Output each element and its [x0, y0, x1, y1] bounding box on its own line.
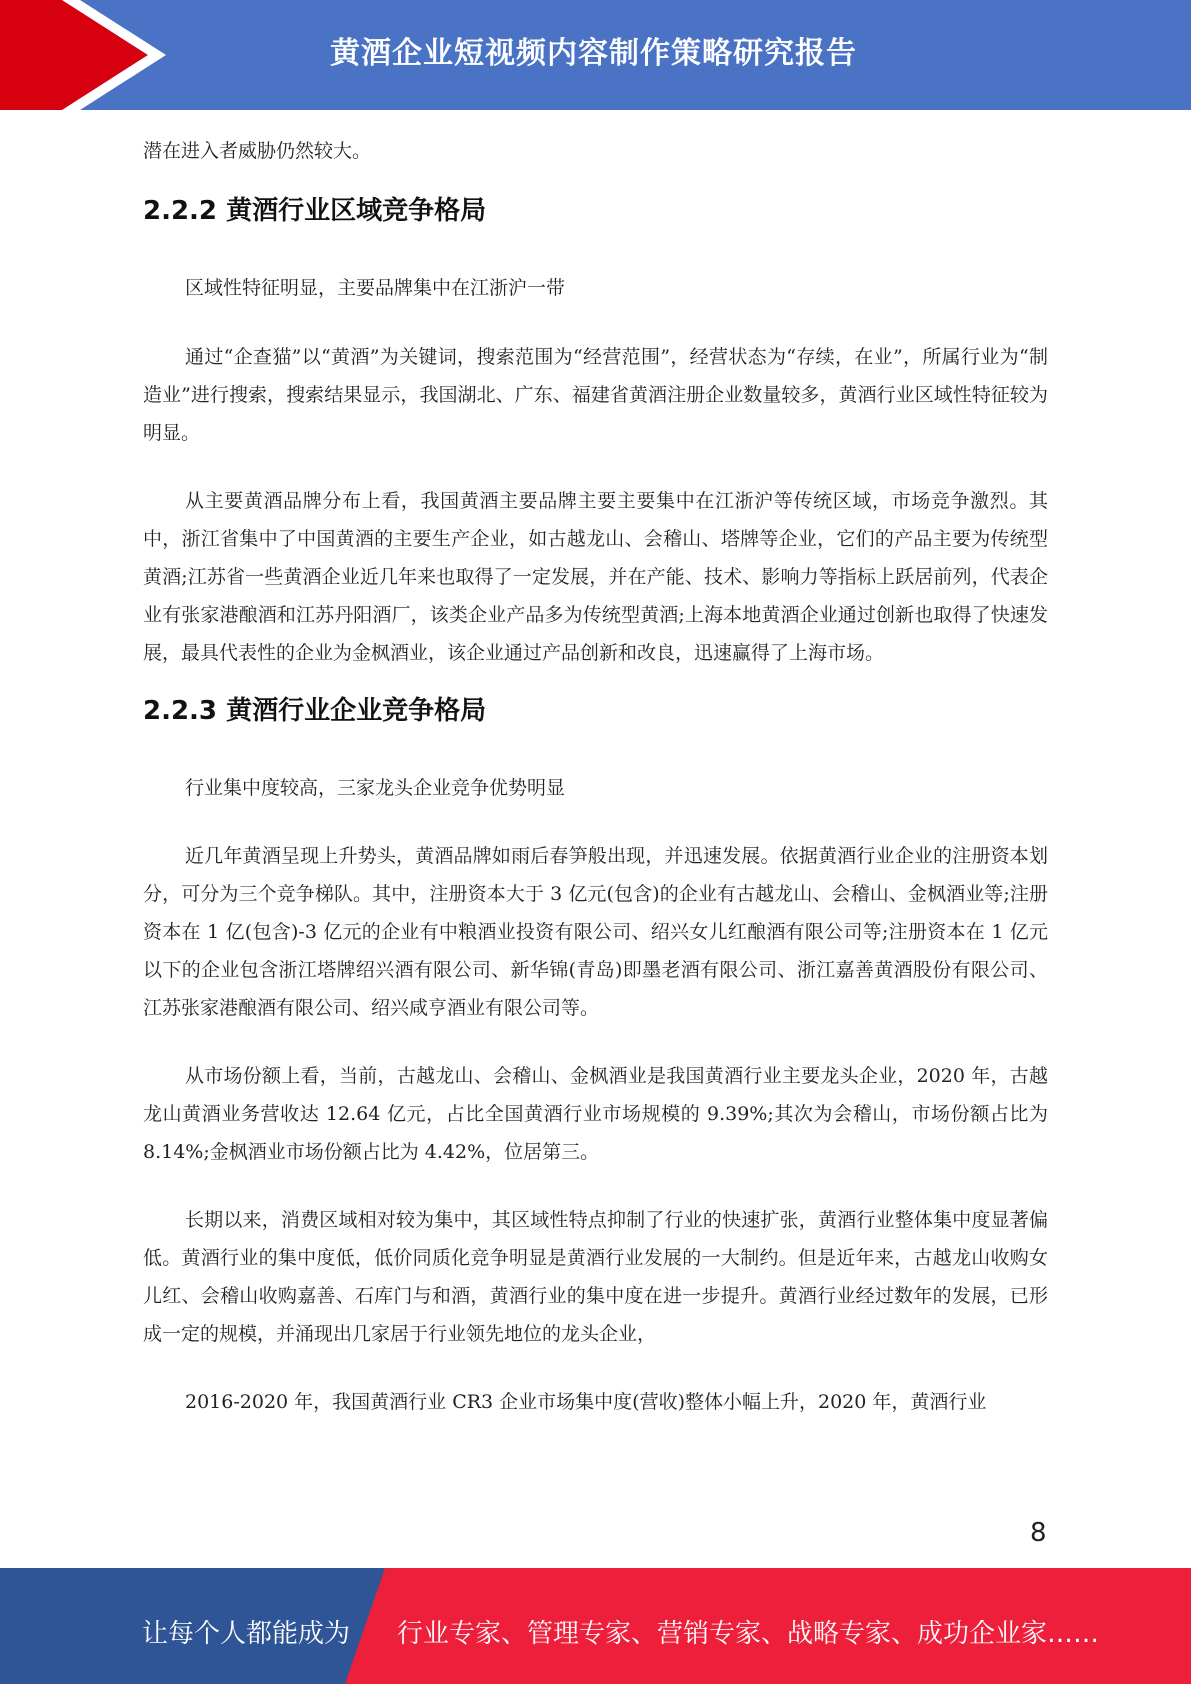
document-body: [143, 132, 1048, 1421]
paragraph: 从市场份额上看，当前，古越龙山、会稽山、金枫酒业是我国黄酒行业主要龙头企业，2020 年，古越龙山黄酒业务营收达 12.64 亿元，占比全国黄酒行业市场规模的 9.39%;其次为会稽山，市场份额占比为 8.14%;金枫酒业市场份额占比为 4.42%，位居第三。: [143, 1065, 1048, 1163]
paragraph: 近几年黄酒呈现上升势头，黄酒品牌如雨后春笋般出现，并迅速发展。依据黄酒行业企业的注册资本划分，可分为三个竞争梯队。其中，注册资本大于 3 亿元(包含)的企业有古越龙山、会稽山、金枫酒业等;注册资本在 1 亿(包含)-3 亿元的企业有中粮酒业投资有限公司、绍兴女儿红酿酒有限公司等;注册资本在 1 亿元以下的企业包含浙江塔牌绍兴酒有限公司、新华锦(青岛)即墨老酒有限公司、浙江嘉善黄酒股份有限公司、江苏张家港酿酒有限公司、绍兴咸亨酒业有限公司等。: [143, 845, 1048, 1019]
section-heading-2-2-3: 2.2.3 黄酒行业企业竞争格局: [143, 696, 487, 726]
page-number: 8: [1030, 1518, 1047, 1548]
footer-slogan-left: 让每个人都能成为: [142, 1619, 351, 1649]
paragraph-intro: 潜在进入者威胁仍然较大。: [143, 140, 372, 162]
section-subtitle: 行业集中度较高，三家龙头企业竞争优势明显: [185, 777, 566, 799]
paragraph: 通过“企查猫”以“黄酒”为关键词，搜索范围为“经营范围”，经营状态为“存续，在业”，所属行业为“制造业”进行搜索，搜索结果显示，我国湖北、广东、福建省黄酒注册企业数量较多，黄酒行业区域性特征较为明显。: [143, 346, 1048, 444]
report-title: 黄酒企业短视频内容制作策略研究报告: [330, 36, 857, 71]
paragraph: 2016-2020 年，我国黄酒行业 CR3 企业市场集中度(营收)整体小幅上升，2020 年，黄酒行业: [185, 1391, 987, 1413]
page-footer: [0, 1568, 1191, 1684]
section-subtitle: 区域性特征明显，主要品牌集中在江浙沪一带: [185, 277, 566, 299]
paragraph: 从主要黄酒品牌分布上看，我国黄酒主要品牌主要主要集中在江浙沪等传统区域，市场竞争激烈。其中，浙江省集中了中国黄酒的主要生产企业，如古越龙山、会稽山、塔牌等企业，它们的产品主要为传统型黄酒;江苏省一些黄酒企业近几年来也取得了一定发展，并在产能、技术、影响力等指标上跃居前列，代表企业有张家港酿酒和江苏丹阳酒厂，该类企业产品多为传统型黄酒;上海本地黄酒企业通过创新也取得了快速发展，最具代表性的企业为金枫酒业，该企业通过产品创新和改良，迅速赢得了上海市场。: [143, 490, 1048, 664]
section-heading-2-2-2: 2.2.2 黄酒行业区域竞争格局: [143, 196, 487, 226]
paragraph: 长期以来，消费区域相对较为集中，其区域性特点抑制了行业的快速扩张，黄酒行业整体集中度显著偏低。黄酒行业的集中度低，低价同质化竞争明显是黄酒行业发展的一大制约。但是近年来，古越龙山收购女儿红、会稽山收购嘉善、石库门与和酒，黄酒行业的集中度在进一步提升。黄酒行业经过数年的发展，已形成一定的规模，并涌现出几家居于行业领先地位的龙头企业，: [143, 1209, 1048, 1345]
footer-slogan-right: 行业专家、管理专家、营销专家、战略专家、成功企业家……: [397, 1619, 1100, 1649]
page-header: [0, 0, 1191, 110]
